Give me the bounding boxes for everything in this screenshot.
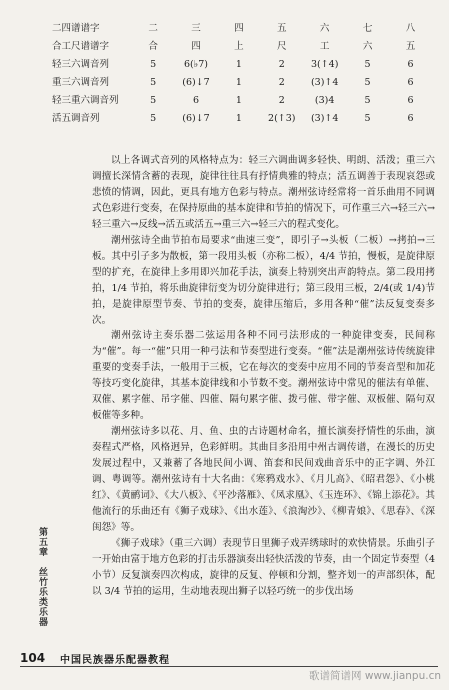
paragraph: 以上各调式音列的风格特点为：轻三六调曲调多轻快、明朗、活泼；重三六调擅长深情含蓄的表现，旋律往往具有抒情典雅的特点；活五调善于表现哀怨或悲愤的情调，因此，更具有地方色彩与特点。潮州弦诗经常将一首乐曲用不同调式色彩进行变奏，在保持原曲的基本旋律和节拍的情况下，可作重三六→轻三六→轻三重六→反线→活五或活五→重三六→轻三六的程式变化。 (92, 155, 435, 230)
table-cell: 6 (192, 95, 200, 106)
table-cell: 四 (191, 41, 201, 52)
table-cell: 七 (362, 23, 373, 34)
table-cell: 八 (405, 23, 416, 34)
table-cell: 1 (235, 59, 242, 70)
row-label: 轻三重六调音列 (52, 95, 119, 106)
table-row (52, 56, 432, 74)
table-cell: 5 (364, 59, 371, 70)
table-cell: 五 (277, 23, 287, 34)
table-cell: 三 (191, 23, 201, 34)
table-row (52, 38, 432, 56)
table-cell: 6 (407, 95, 414, 106)
table-cell: 5 (150, 113, 157, 124)
table-cell: (3)↑4 (310, 113, 339, 124)
table-cell: 6 (407, 59, 414, 70)
watermark: 歌谱简谱网 www.jianpu.cn (309, 670, 441, 682)
row-label: 二四谱谱字 (52, 23, 100, 34)
table-cell: 尺 (277, 41, 287, 52)
table-cell: 2(↑3) (268, 113, 296, 124)
table-cell: (3)↑4 (310, 77, 339, 88)
table-cell: 2 (278, 59, 285, 70)
paragraph: 潮州弦诗主奏乐器二弦运用各种不同弓法形成的一种旋律变奏，民间称为“催”。每一“催”只用一种弓法和节奏型进行变奏。“催”法是潮州弦诗传统旋律重要的变奏手法，一般用于三板，它在每次的变奏中应用不同的节奏音型和加花等技巧变化旋律，其基本旋律线和小节数不变。潮州弦诗中常见的催法有单催、双催、累字催、吊字催、四催、隔句累字催、拨弓催、带字催、双板催、隔句双板催等多种。 (92, 330, 435, 422)
page-number: 104 (20, 651, 46, 665)
table-cell: 5 (364, 113, 371, 124)
table-cell: 2 (278, 77, 285, 88)
table-cell: 五 (405, 41, 416, 52)
row-label: 活五调音列 (52, 113, 100, 124)
table-cell: 六 (319, 23, 330, 34)
table-cell: 四 (234, 23, 244, 34)
table-row (52, 110, 432, 128)
table-cell: 6 (407, 113, 414, 124)
table-cell: 5 (364, 77, 371, 88)
table-cell: 1 (235, 95, 242, 106)
book-title: 中国民族器乐配器教程 (60, 655, 170, 666)
row-label: 合工尺谱谱字 (52, 41, 110, 52)
table-cell: 工 (319, 41, 330, 52)
body-text (92, 153, 435, 600)
paragraph: 潮州弦诗多以花、月、鱼、虫的古诗题材命名，擅长演奏抒情性的乐曲，演奏程式严格，风格迥异，色彩鲜明。其曲目多沿用中州古调传谱，在漫长的历史发展过程中，又兼蓄了各地民间小调、笛套和民间戏曲音乐中的正字调、外江调、粤调等。潮州弦诗有十大名曲：《寒鸦戏水》、《月儿高》、《昭君怨》、《小桃红》、《黄鹂词》、《大八板》、《平沙落雁》、《凤求凰》、《玉连环》、《锦上添花》。其他流行的乐曲还有《狮子戏球》、《出水莲》、《浪淘沙》、《柳青娘》、《思春》、《深闺怨》等。 (92, 426, 435, 533)
scale-comparison-table (52, 20, 432, 128)
table-cell: (6)↓7 (182, 77, 210, 88)
table-cell: 5 (150, 77, 157, 88)
paragraph: 潮州弦诗全曲节拍布局要求“曲速三变”，即引子→头板（二板）→拷拍→三板。其中引子多为散板，第一段用头板（亦称二板），4/4 节拍，慢板，是旋律原型的扩充，在旋律上多用即兴加花手法，演奏上特别突出声韵特点。第二段用拷拍，1/4 节拍，将乐曲旋律衍变为切分旋律进行；第三段用三板，2/4(或 1/4)节拍，是旋律原型节奏、节拍的变奏，旋律压缩后，多用各种“催”法反复变奏多次。 (92, 234, 435, 326)
table-cell: 6(♭7) (184, 59, 208, 70)
table-cell: 5 (150, 59, 157, 70)
table-cell: (6)↓7 (182, 113, 210, 124)
table-cell: 六 (362, 41, 373, 52)
paragraph: 《狮子戏球》（重三六调）表现节日里狮子戏弄绣球时的欢快情景。乐曲引子一开始由富于地方色彩的打击乐器演奏出轻快活泼的节奏，由一个固定节奏型（4 小节）反复演奏四次构成，旋律的反复、停顿和分割，整齐划一的声部织体，配以 3/4 节拍的运用，生动地表现出狮子以轻巧统一的步伐出场 (92, 537, 435, 597)
table-row (52, 92, 432, 110)
table-cell: 5 (150, 95, 157, 106)
table-cell: 合 (148, 41, 158, 52)
row-label: 轻三六调音列 (52, 59, 110, 70)
row-label: 重三六调音列 (52, 77, 110, 88)
table-cell: (3)4 (314, 95, 335, 106)
table-cell: 1 (235, 77, 242, 88)
table-cell: 6 (407, 77, 414, 88)
chapter-side-caption: 第五章 丝竹乐类乐器 (37, 527, 47, 627)
table-row (52, 20, 432, 38)
footer-divider (20, 666, 438, 667)
table-cell: 3(↑4) (310, 59, 339, 70)
table-row (52, 74, 432, 92)
table-cell: 5 (364, 95, 371, 106)
table-cell: 二 (148, 23, 158, 34)
table-cell: 2 (278, 95, 285, 106)
table-cell: 1 (235, 113, 242, 124)
table-cell: 上 (234, 41, 244, 52)
